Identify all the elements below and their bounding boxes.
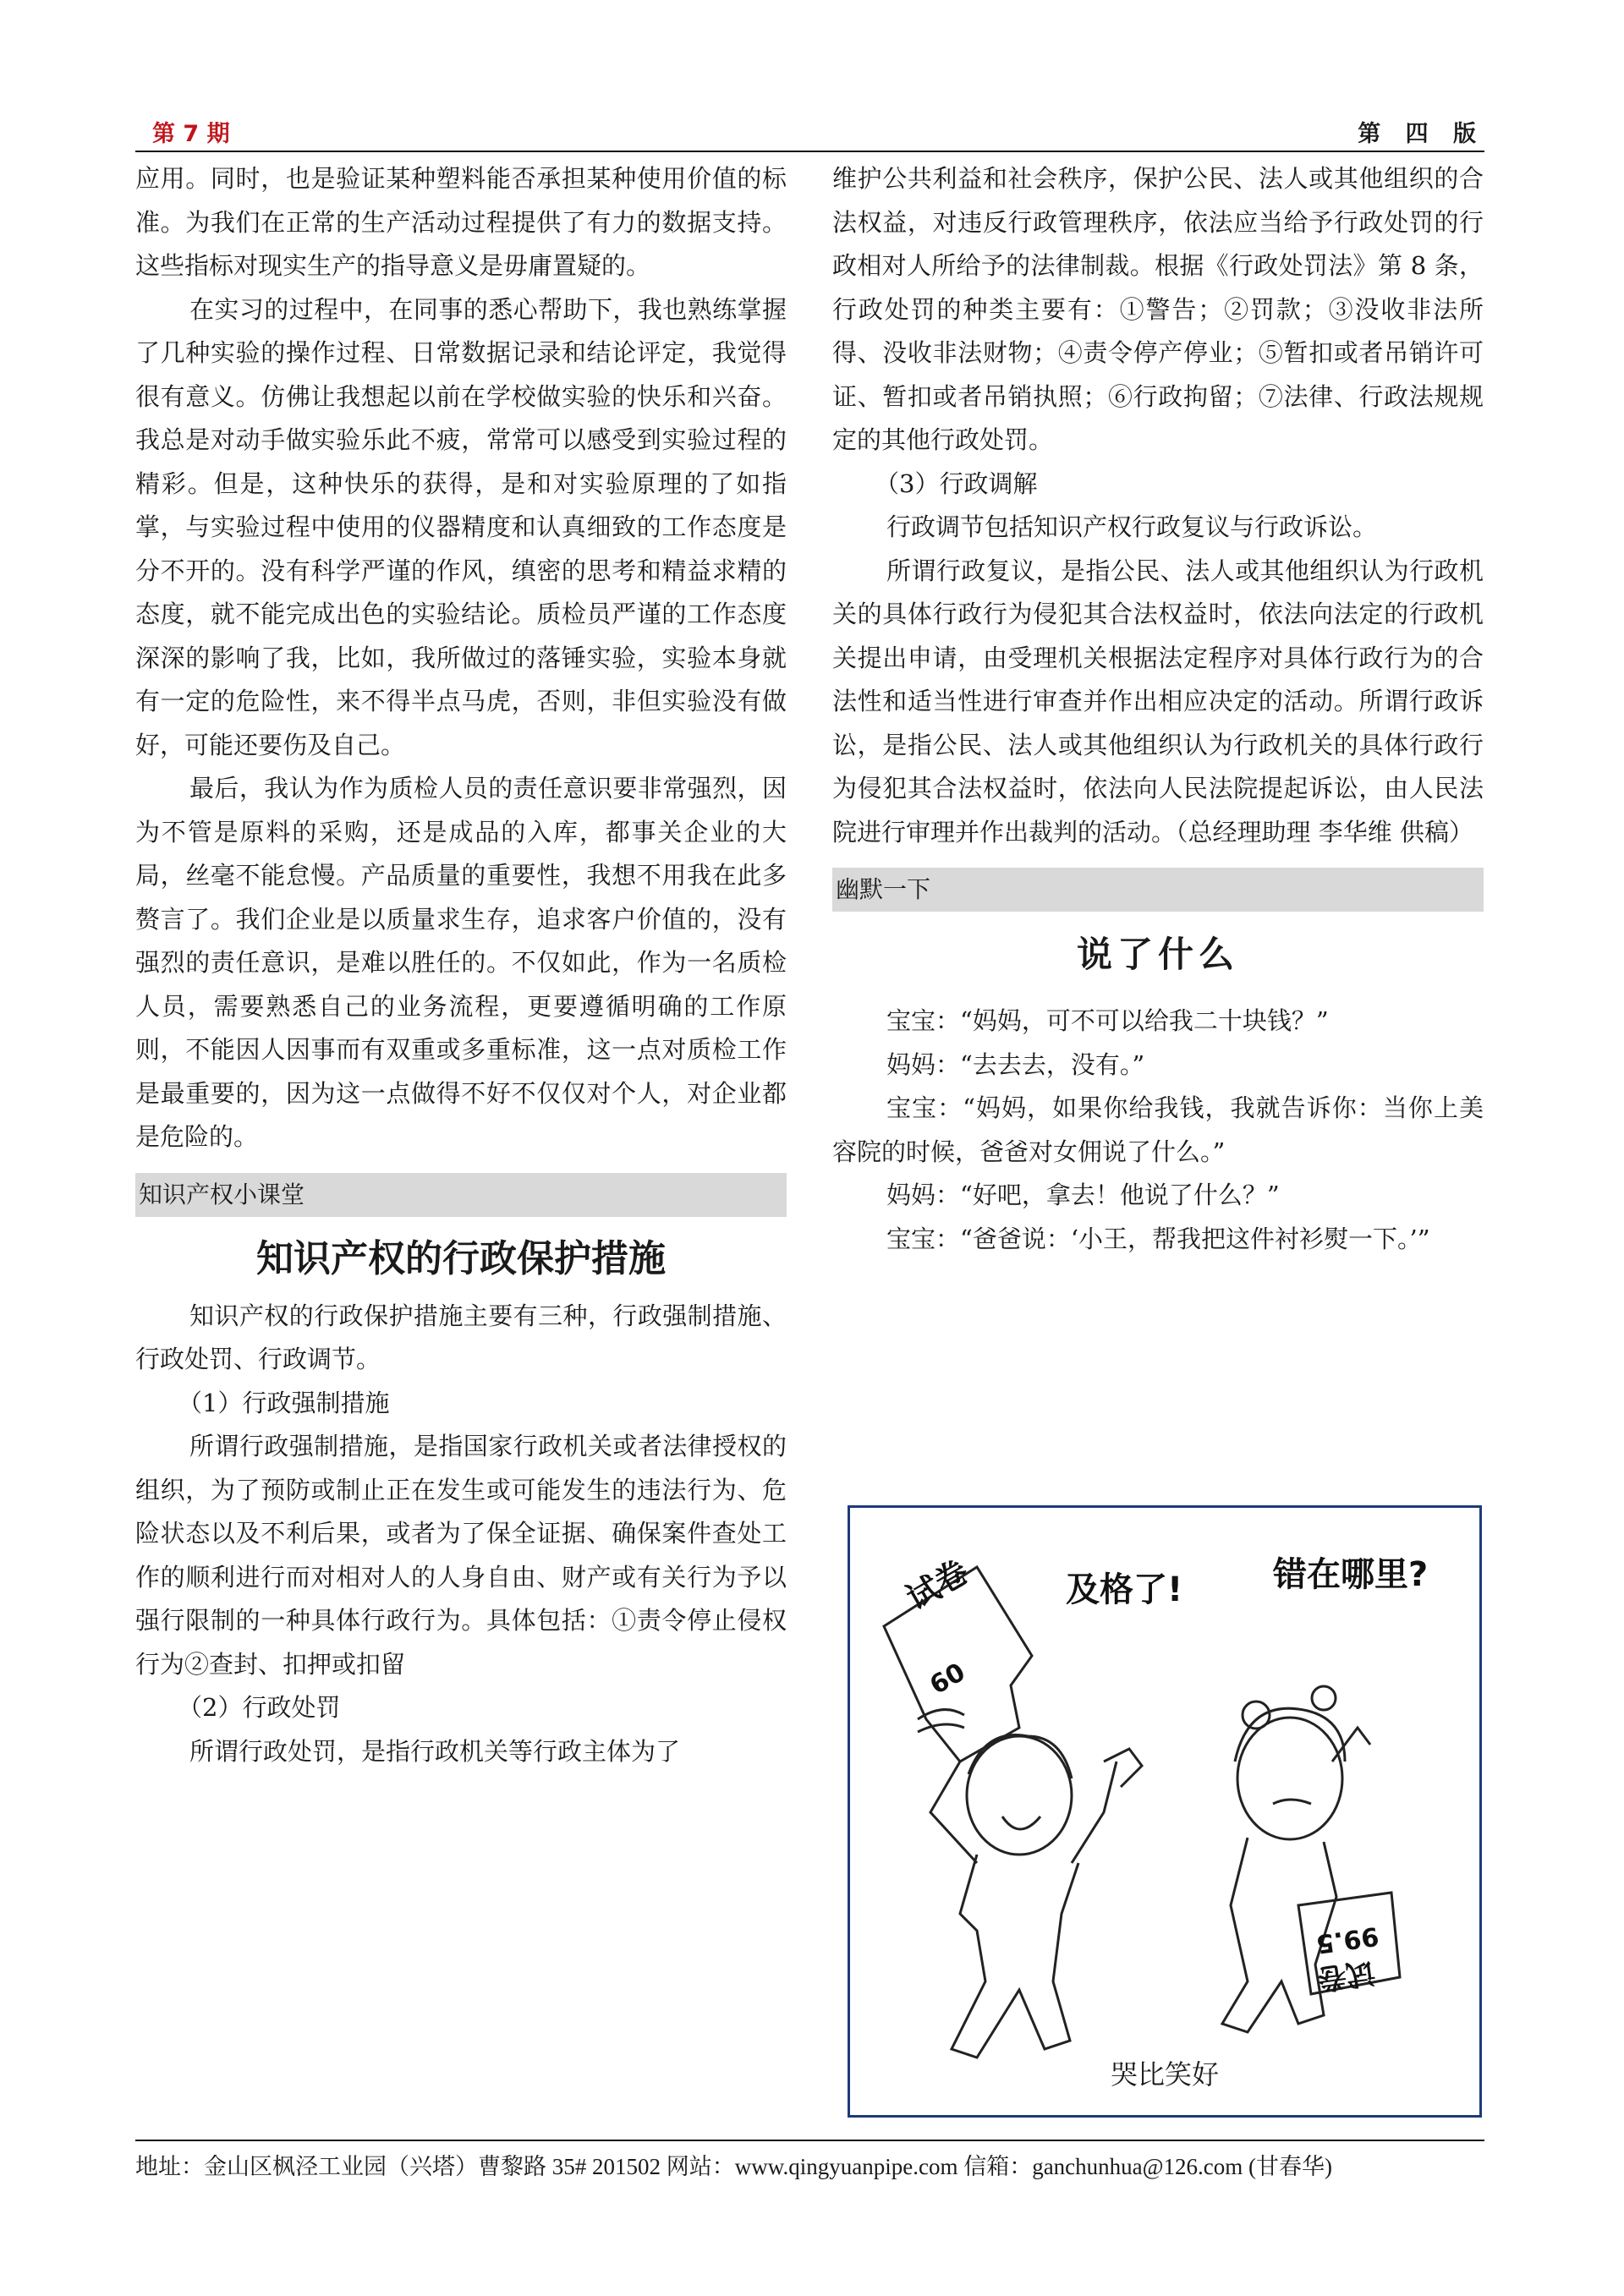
page-footer: 地址：金山区枫泾工业园（兴塔）曹黎路 35# 201502 网站：www.qingyuanpipe.com 信箱：ganchunhua@126.com (甘春华) [135, 2154, 1332, 2179]
dialogue-line-5: 宝宝：“爸爸说：‘小王，帮我把这件衬衫熨一下。’” [886, 1224, 1430, 1253]
left-boy-head [967, 1736, 1072, 1855]
cartoon-illustration [848, 1505, 1482, 2118]
article-paragraph-3: 所谓行政处罚，是指行政机关等行政主体为了 [189, 1736, 681, 1766]
left-paragraph-3: 最后，我认为作为质检人员的责任意识要非常强烈，因为不管是原料的采购，还是成品的入库，都事关企业的大局，丝毫不能怠慢。产品质量的重要性，我想不用我在此多赘言了。我们企业是以质量求生存，追求客户价值的，没有强烈的责任意识，是难以胜任的。不仅如此，作为一名质检人员，需要熟悉自己的业务流程，更要遵循明确的工作原则，不能因人因事而有双重或多重标准，这一点对质检工作是最重要的，因为这一点做得不好不仅仅对个人，对企业都是危险的。 [135, 774, 787, 1151]
article-title: 知识产权的行政保护措施 [256, 1236, 666, 1280]
left-paragraph-2: 在实习的过程中，在同事的悉心帮助下，我也熟练掌握了几种实验的操作过程、日常数据记录和结论评定，我觉得很有意义。仿佛让我想起以前在学校做实验的快乐和兴奋。我总是对动手做实验乐此不疲，常常可以感受到实验过程的精彩。但是，这种快乐的获得，是和对实验原理的了如指掌，与实验过程中使用的仪器精度和认真细致的工作态度是分不开的。没有科学严谨的作风，缜密的思考和精益求精的态度，就不能完成出色的实验结论。质检员严谨的工作态度深深的影响了我，比如，我所做过的落锤实验，实验本身就有一定的危险性，来不得半点马虎，否则，非但实验没有做好，可能还要伤及自己。 [135, 294, 787, 759]
left-paper-label: 试卷 [900, 1553, 975, 1618]
left-boy-body [952, 1855, 1078, 2058]
issue-number: 第 7 期 [152, 121, 230, 147]
subheading-3: （3）行政调解 [875, 469, 1038, 498]
bubble-left: 及格了! [1066, 1570, 1183, 1609]
left-boy-hair [968, 1734, 1072, 1778]
left-paragraph-1: 应用。同时，也是验证某种塑料能否承担某种使用价值的标准。为我们在正常的生产活动过程提供了有力的数据支持。这些指标对现实生产的指导意义是毋庸置疑的。 [135, 164, 787, 280]
joke-title: 说了什么 [1076, 934, 1239, 975]
left-column [135, 157, 787, 1773]
subheading-2: （2）行政处罚 [178, 1693, 341, 1722]
header-rule [135, 151, 1484, 152]
article-intro: 知识产权的行政保护措施主要有三种，行政强制措施、行政处罚、行政调节。 [135, 1301, 787, 1373]
right-paragraph-1: 维护公共利益和社会秩序，保护公民、法人或其他组织的合法权益，对违反行政管理秩序，依法应当给予行政处罚的行政相对人所给予的法律制裁。根据《行政处罚法》第 8 条，行政处罚的种类主要有：①警告；②罚款；③没收非法所得、没收非法财物；④责令停产停业；⑤暂扣或者吊销许可证、暂扣或者吊销执照；⑥行政拘留；⑦法律、行政法规规定的其他行政处罚。 [832, 164, 1484, 454]
dialogue-line-2: 妈妈：“去去去，没有。” [886, 1049, 1145, 1079]
footer-rule [135, 2140, 1484, 2141]
section-bar-ip-class: 知识产权小课堂 [135, 1173, 787, 1217]
dialogue-line-3: 宝宝：“妈妈，如果你给我钱，我就告诉你：当你上美容院的时候，爸爸对女佣说了什么。” [832, 1093, 1484, 1166]
article-paragraph-2: 所谓行政强制措施，是指国家行政机关或者法律授权的组织，为了预防或制止正在发生或可能发生的违法行为、危险状态以及不利后果，或者为了保全证据、确保案件查处工作的顺利进行而对相对人的人身自由、财产或有关行为予以强行限制的一种具体行政行为。具体包括：①责令停止侵权行为②查封、扣押或扣留 [135, 1432, 787, 1679]
left-paper-score: 60 [924, 1657, 971, 1701]
bubble-right: 错在哪里? [1273, 1555, 1429, 1594]
dialogue-line-4: 妈妈：“好吧，拿去！他说了什么？” [886, 1181, 1280, 1209]
section-bar-humor: 幽默一下 [832, 868, 1484, 912]
right-paper-label: 试卷 [1315, 1954, 1378, 1997]
page-header [135, 113, 1484, 151]
dialogue-line-1: 宝宝：“妈妈，可不可以给我二十块钱？” [886, 1006, 1329, 1035]
edition-label: 第 四 版 [1358, 121, 1484, 147]
right-paragraph-2: 行政调节包括知识产权行政复议与行政诉讼。 [886, 512, 1378, 541]
right-column [832, 157, 1484, 1261]
cartoon-caption: 哭比笑好 [1110, 2058, 1219, 2091]
right-paragraph-3: 所谓行政复议，是指公民、法人或其他组织认为行政机关的具体行政行为侵犯其合法权益时，依法向法定的行政机关提出申请，由受理机关根据法定程序对具体行政行为的合法性和适当性进行审查并作出相应决定的活动。所谓行政诉讼，是指公民、法人或其他组织认为行政机关的具体行政行为侵犯其合法权益时，依法向人民法院提起诉讼，由人民法院进行审理并作出裁判的活动。（总经理助理 李华维 供稿） [832, 556, 1484, 847]
right-girl-head [1237, 1718, 1342, 1839]
subheading-1: （1）行政强制措施 [178, 1388, 390, 1417]
right-paper-score: 99.5 [1314, 1921, 1381, 1959]
cartoon-drawing [850, 1508, 1479, 2115]
